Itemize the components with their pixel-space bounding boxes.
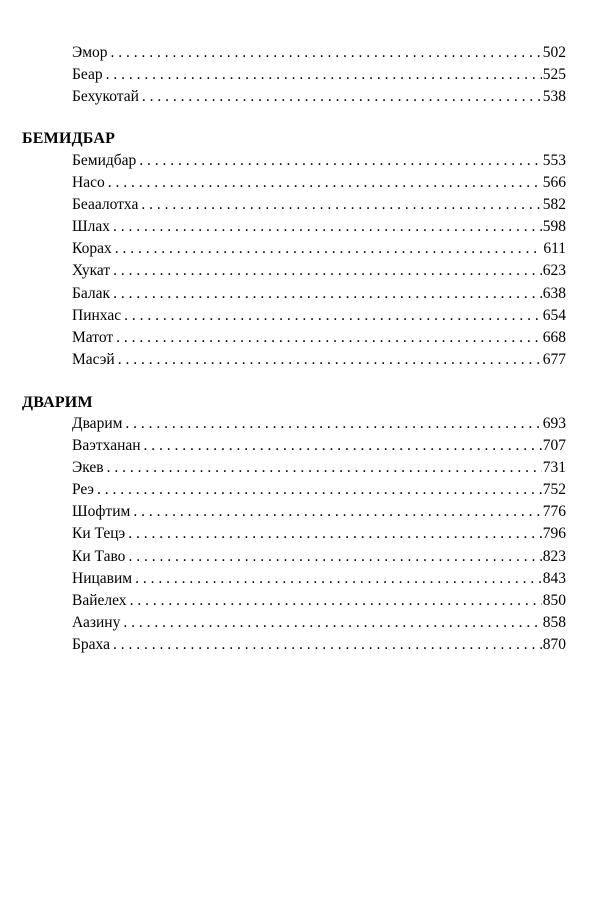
dot-leader xyxy=(113,216,542,238)
toc-entry[interactable] xyxy=(72,457,566,479)
dot-leader xyxy=(130,590,542,612)
toc-entry-label: Вайелех xyxy=(72,591,127,609)
toc-entry-page-number: 654 xyxy=(542,306,566,324)
dot-leader xyxy=(115,238,543,260)
toc-entry[interactable] xyxy=(72,172,566,194)
toc-entry-label: Масэй xyxy=(72,350,115,368)
dot-leader xyxy=(133,501,541,523)
toc-entry[interactable] xyxy=(72,305,566,327)
dot-leader xyxy=(123,612,541,634)
dot-leader xyxy=(124,305,542,327)
dot-leader xyxy=(97,479,542,501)
toc-entry-page-number: 538 xyxy=(542,88,566,106)
section-heading: ДВАРИМ xyxy=(22,394,93,411)
toc-entry-page-number: 638 xyxy=(542,284,566,302)
dot-leader xyxy=(128,523,542,545)
dot-leader xyxy=(108,172,542,194)
toc-entry-label: Экев xyxy=(72,459,104,477)
toc-entry-page-number: 843 xyxy=(542,569,566,587)
toc-entry-page-number: 623 xyxy=(542,262,566,280)
toc-entry-page-number: 850 xyxy=(542,591,566,609)
toc-entry-label: Ницавим xyxy=(72,569,133,587)
section-heading: БЕМИДБАР xyxy=(22,130,116,147)
toc-entry[interactable] xyxy=(72,612,566,634)
toc-entry-page-number: 693 xyxy=(542,415,566,432)
toc-entry[interactable] xyxy=(72,590,566,612)
toc-entry[interactable] xyxy=(72,568,566,590)
toc-entry-label: Шлах xyxy=(72,218,111,236)
toc-entry-label: Ваэтханан xyxy=(72,437,141,455)
toc-entry[interactable] xyxy=(72,501,566,523)
toc-entry-label: Эмор xyxy=(72,44,108,61)
toc-entry-page-number: 823 xyxy=(542,547,566,565)
dot-leader xyxy=(139,150,541,172)
toc-entry[interactable] xyxy=(72,546,566,568)
toc-entry-list xyxy=(72,413,566,656)
toc-entry-label: Дварим xyxy=(72,415,123,432)
toc-entry-label: Шофтим xyxy=(72,503,131,521)
toc-entry-label: Ки Тецэ xyxy=(72,525,126,543)
toc-entry-label: Пинхас xyxy=(72,306,122,324)
toc-entry-label: Бехукотай xyxy=(72,88,139,106)
toc-entry[interactable] xyxy=(72,194,566,216)
toc-entry[interactable] xyxy=(72,150,566,172)
toc-entry-page-number: 668 xyxy=(542,328,566,346)
toc-entry-label: Бемидбар xyxy=(72,152,137,169)
toc-entry-label: Беаалотха xyxy=(72,196,139,214)
toc-entry-page-number: 677 xyxy=(542,350,566,368)
dot-leader xyxy=(135,568,542,590)
toc-entry[interactable] xyxy=(72,479,566,501)
toc-entry-page-number: 796 xyxy=(542,525,566,543)
dot-leader xyxy=(111,42,542,64)
toc-entry-label: Балак xyxy=(72,284,111,302)
dot-leader xyxy=(113,260,542,282)
toc-entry[interactable] xyxy=(72,349,566,371)
toc-entry[interactable] xyxy=(72,260,566,282)
toc-entry-page-number: 502 xyxy=(542,44,566,61)
toc-entry[interactable] xyxy=(72,42,566,64)
dot-leader xyxy=(142,86,542,108)
toc-entry-page-number: 870 xyxy=(542,635,566,653)
toc-entry[interactable] xyxy=(72,413,566,435)
dot-leader xyxy=(144,435,542,457)
toc-entry-list xyxy=(72,42,566,108)
toc-entry[interactable] xyxy=(72,238,566,260)
toc-entry[interactable] xyxy=(72,64,566,86)
toc-entry-page-number: 776 xyxy=(542,503,566,521)
dot-leader xyxy=(113,283,542,305)
toc-entry-label: Беар xyxy=(72,66,103,84)
toc-entry-page-number: 525 xyxy=(542,66,566,84)
toc-entry[interactable] xyxy=(72,634,566,656)
dot-leader xyxy=(107,457,542,479)
toc-entry-page-number: 566 xyxy=(542,174,566,192)
toc-entry[interactable] xyxy=(72,86,566,108)
toc-entry-label: Хукат xyxy=(72,262,111,280)
toc-entry-label: Ки Таво xyxy=(72,547,126,565)
toc-entry[interactable] xyxy=(72,435,566,457)
dot-leader xyxy=(116,327,542,349)
toc-entry-page-number: 752 xyxy=(542,481,566,499)
toc-entry-label: Реэ xyxy=(72,481,94,499)
toc-entry-page-number: 598 xyxy=(542,218,566,236)
toc-entry-page-number: 553 xyxy=(542,152,566,169)
toc-entry-page-number: 731 xyxy=(542,459,566,477)
toc-entry[interactable] xyxy=(72,216,566,238)
toc-entry-label: Насо xyxy=(72,174,105,192)
toc-entry-label: Браха xyxy=(72,635,110,653)
dot-leader xyxy=(125,413,541,435)
dot-leader xyxy=(118,349,542,371)
toc-entry-page-number: 611 xyxy=(543,240,566,258)
dot-leader xyxy=(141,194,541,216)
toc-entry-page-number: 707 xyxy=(542,437,566,455)
toc-entry-label: Корах xyxy=(72,240,112,258)
toc-entry-page-number: 582 xyxy=(542,196,566,214)
dot-leader xyxy=(128,546,541,568)
toc-entry[interactable] xyxy=(72,523,566,545)
toc-entry-page-number: 858 xyxy=(542,613,566,631)
dot-leader xyxy=(106,64,542,86)
toc-entry-label: Аазину xyxy=(72,613,121,631)
toc-entry-label: Матот xyxy=(72,328,114,346)
toc-entry[interactable] xyxy=(72,283,566,305)
toc-entry-list xyxy=(72,150,566,371)
dot-leader xyxy=(113,634,542,656)
toc-entry[interactable] xyxy=(72,327,566,349)
